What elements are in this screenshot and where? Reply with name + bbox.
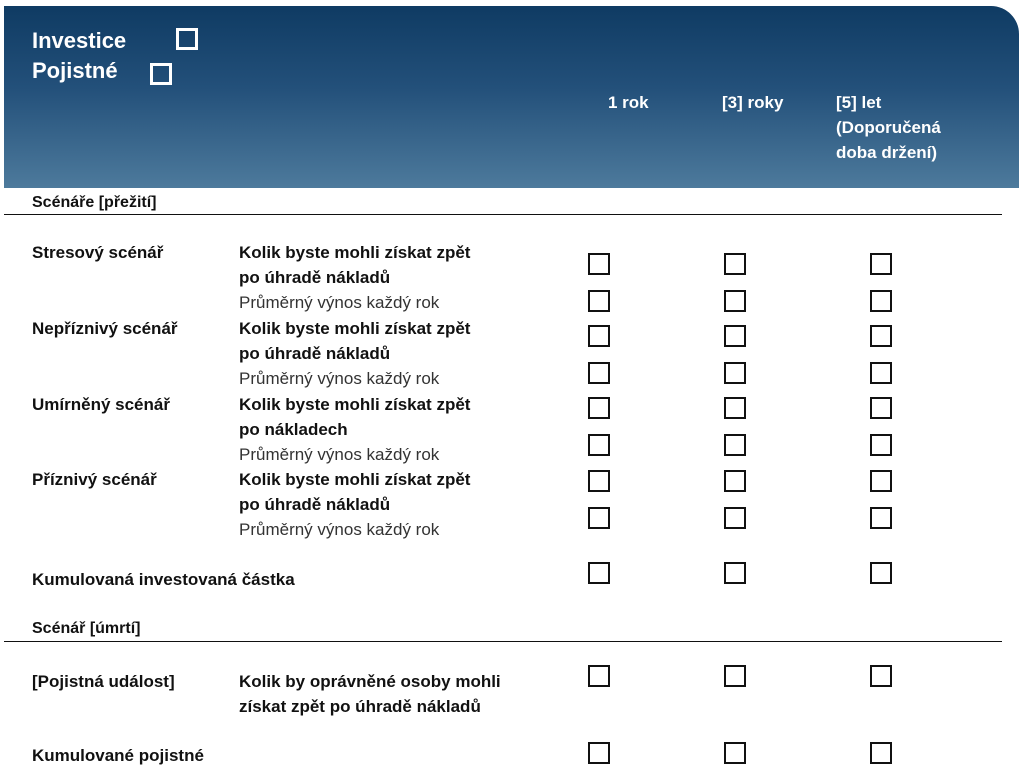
description-line1: Kolik byste mohli získat zpět bbox=[239, 470, 471, 489]
checkbox-r10-c1[interactable] bbox=[588, 665, 610, 687]
column-5-let-line1: [5] let bbox=[836, 93, 882, 112]
investice-checkbox[interactable] bbox=[176, 28, 198, 50]
checkbox-r7-c2[interactable] bbox=[724, 470, 746, 492]
scenario-label: Nepříznivý scénář bbox=[32, 319, 178, 338]
checkbox-r10-c3[interactable] bbox=[870, 665, 892, 687]
scenario-label: Příznivý scénář bbox=[32, 470, 157, 489]
checkbox-r11-c3[interactable] bbox=[870, 742, 892, 764]
pojistne-checkbox[interactable] bbox=[150, 63, 172, 85]
section-divider bbox=[4, 641, 1002, 642]
death-section-title: Scénář [úmrtí] bbox=[32, 620, 141, 637]
description-line3: Průměrný výnos každý rok bbox=[239, 445, 440, 464]
checkbox-r11-c2[interactable] bbox=[724, 742, 746, 764]
cumulative-premium-label: Kumulované pojistné bbox=[32, 746, 204, 765]
checkbox-r1-c3[interactable] bbox=[870, 253, 892, 275]
checkbox-r6-c3[interactable] bbox=[870, 434, 892, 456]
checkbox-r7-c1[interactable] bbox=[588, 470, 610, 492]
column-3-roky: [3] roky bbox=[722, 93, 784, 112]
checkbox-r8-c1[interactable] bbox=[588, 507, 610, 529]
column-5-let-line2: (Doporučená bbox=[836, 118, 941, 137]
checkbox-r5-c3[interactable] bbox=[870, 397, 892, 419]
column-5-let-line3: doba držení) bbox=[836, 143, 938, 162]
checkbox-r11-c1[interactable] bbox=[588, 742, 610, 764]
description-line2: po úhradě nákladů bbox=[239, 268, 391, 287]
description-line1: Kolik byste mohli získat zpět bbox=[239, 319, 471, 338]
checkbox-r2-c1[interactable] bbox=[588, 290, 610, 312]
checkbox-r3-c2[interactable] bbox=[724, 325, 746, 347]
insured-event-label: [Pojistná událost] bbox=[32, 672, 175, 691]
checkbox-r6-c2[interactable] bbox=[724, 434, 746, 456]
checkbox-r4-c1[interactable] bbox=[588, 362, 610, 384]
description-line1: Kolik byste mohli získat zpět bbox=[239, 243, 471, 262]
checkbox-r7-c3[interactable] bbox=[870, 470, 892, 492]
checkbox-r4-c3[interactable] bbox=[870, 362, 892, 384]
column-1-rok: 1 rok bbox=[608, 93, 649, 112]
checkbox-r9-c3[interactable] bbox=[870, 562, 892, 584]
description-line1: Kolik by oprávněné osoby mohli bbox=[239, 672, 501, 691]
scenario-label: Umírněný scénář bbox=[32, 395, 170, 414]
investice-label: Investice bbox=[32, 28, 127, 53]
insured-event-description bbox=[239, 669, 501, 719]
description-line1: Kolik byste mohli získat zpět bbox=[239, 395, 471, 414]
description-line2: po úhradě nákladů bbox=[239, 495, 391, 514]
checkbox-r6-c1[interactable] bbox=[588, 434, 610, 456]
column-5-let bbox=[836, 90, 941, 165]
scenario-description bbox=[239, 316, 470, 391]
checkbox-r9-c1[interactable] bbox=[588, 562, 610, 584]
checkbox-r9-c2[interactable] bbox=[724, 562, 746, 584]
pojistne-label: Pojistné bbox=[32, 58, 118, 83]
checkbox-r8-c3[interactable] bbox=[870, 507, 892, 529]
scenario-label: Stresový scénář bbox=[32, 243, 164, 262]
description-line2: po úhradě nákladů bbox=[239, 344, 391, 363]
checkbox-r4-c2[interactable] bbox=[724, 362, 746, 384]
survival-section-title: Scénáře [přežití] bbox=[32, 194, 157, 211]
checkbox-r10-c2[interactable] bbox=[724, 665, 746, 687]
description-line2: získat zpět po úhradě nákladů bbox=[239, 697, 481, 716]
checkbox-r5-c2[interactable] bbox=[724, 397, 746, 419]
description-line3: Průměrný výnos každý rok bbox=[239, 520, 440, 539]
checkbox-r2-c2[interactable] bbox=[724, 290, 746, 312]
section-divider bbox=[4, 214, 1002, 215]
checkbox-r3-c1[interactable] bbox=[588, 325, 610, 347]
checkbox-r3-c3[interactable] bbox=[870, 325, 892, 347]
description-line3: Průměrný výnos každý rok bbox=[239, 369, 440, 388]
description-line3: Průměrný výnos každý rok bbox=[239, 293, 440, 312]
checkbox-r8-c2[interactable] bbox=[724, 507, 746, 529]
checkbox-r1-c2[interactable] bbox=[724, 253, 746, 275]
description-line2: po nákladech bbox=[239, 420, 348, 439]
checkbox-r1-c1[interactable] bbox=[588, 253, 610, 275]
checkbox-r5-c1[interactable] bbox=[588, 397, 610, 419]
scenario-description bbox=[239, 240, 470, 315]
scenario-description bbox=[239, 392, 470, 467]
checkbox-r2-c3[interactable] bbox=[870, 290, 892, 312]
cumulative-invested-label: Kumulovaná investovaná částka bbox=[32, 570, 295, 589]
scenario-description bbox=[239, 467, 470, 542]
